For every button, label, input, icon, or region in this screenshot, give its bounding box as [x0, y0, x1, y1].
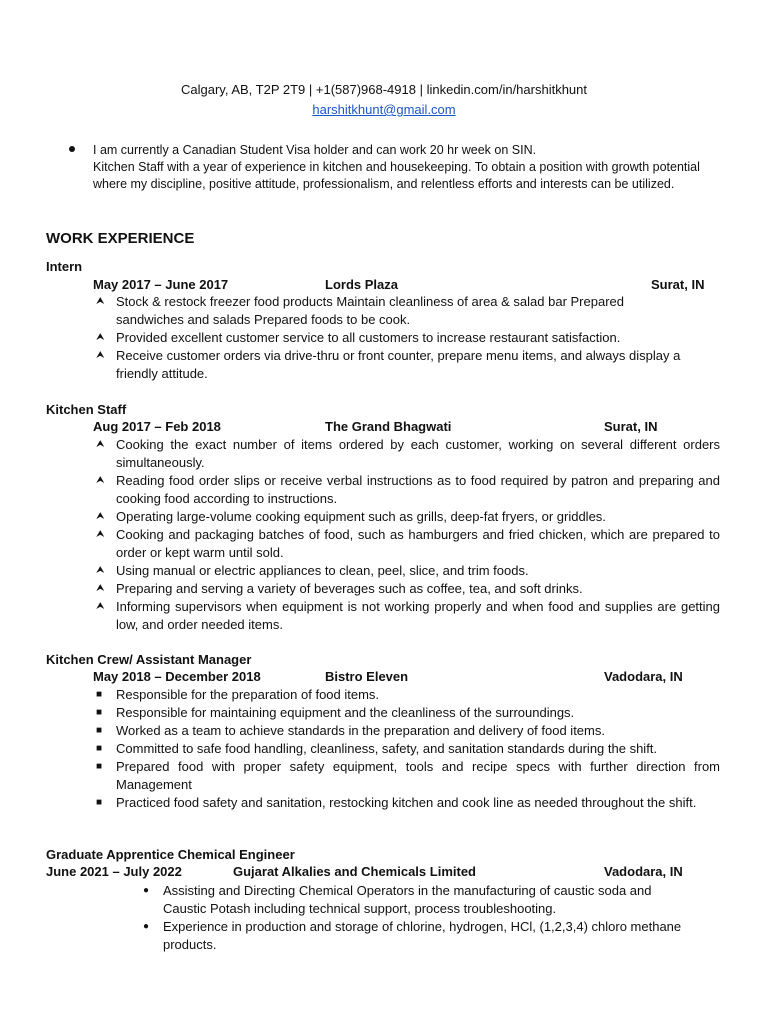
- job-dates: May 2017 – June 2017: [93, 277, 229, 292]
- job-location: Surat, IN: [604, 419, 658, 434]
- list-item: ■ Practiced food safety and sanitation, restocking kitchen and cook line as needed throughout the shift.: [96, 795, 697, 810]
- list-item: ■ Worked as a team to achieve standards in the preparation and delivery of food items.: [96, 723, 605, 738]
- contact-email-row: [0, 102, 768, 117]
- job-location: Surat, IN: [651, 277, 705, 292]
- job-role: Graduate Apprentice Chemical Engineer: [46, 847, 295, 862]
- arrow-bullet-icon: ⮝: [96, 475, 105, 486]
- arrow-bullet-icon: ⮝: [96, 350, 105, 361]
- job-role: Intern: [46, 259, 83, 274]
- job-employer: Lords Plaza: [325, 277, 398, 292]
- arrow-bullet-icon: ⮝: [96, 583, 105, 594]
- list-item: ⮝ Provided excellent customer service to all customers to increase restaurant satisfaction.: [96, 330, 621, 345]
- summary-bullet: [69, 146, 75, 152]
- square-bullet-icon: ■: [96, 797, 103, 808]
- list-item: ⮝ Operating large-volume cooking equipment such as grills, deep-fat fryers, or griddles.: [96, 509, 606, 524]
- list-item: ⮝ Reading food order slips or receive verbal instructions as to food required by patron and preparing and cooking food according to instructions.: [96, 473, 720, 506]
- email-link[interactable]: harshitkhunt@gmail.com: [312, 102, 456, 117]
- arrow-bullet-icon: ⮝: [96, 439, 105, 450]
- job-items: [93, 436, 720, 634]
- job-location: Vadodara, IN: [604, 864, 683, 879]
- list-item: ■ Prepared food with proper safety equipment, tools and recipe specs with further direction from Management: [96, 759, 720, 792]
- job-items: [93, 686, 720, 812]
- job-dates: May 2018 – December 2018: [93, 669, 261, 684]
- job-items: [93, 293, 693, 383]
- arrow-bullet-icon: ⮝: [96, 332, 105, 343]
- arrow-bullet-icon: ⮝: [96, 565, 105, 576]
- job-dates: Aug 2017 – Feb 2018: [93, 419, 221, 434]
- square-bullet-icon: ■: [96, 707, 103, 718]
- summary: [93, 142, 733, 193]
- arrow-bullet-icon: ⮝: [96, 601, 105, 612]
- job-location: Vadodara, IN: [604, 669, 683, 684]
- job-employer: The Grand Bhagwati: [325, 419, 452, 434]
- square-bullet-icon: ■: [96, 743, 103, 754]
- list-item: ■ Responsible for maintaining equipment and the cleanliness of the surroundings.: [96, 705, 575, 720]
- list-item: ⮝ Receive customer orders via drive-thru or front counter, prepare menu items, and always display a friendly attitude.: [96, 348, 681, 381]
- summary-line-1: I am currently a Canadian Student Visa holder and can work 20 hr week on SIN.: [93, 143, 537, 157]
- square-bullet-icon: ■: [96, 689, 103, 700]
- job-items: [140, 882, 696, 954]
- list-item: ⮝ Cooking and packaging batches of food, such as hamburgers and fried chicken, which are prepared to order or kept warm until sold.: [96, 527, 720, 560]
- list-item: ■ Responsible for the preparation of food items.: [96, 687, 380, 702]
- list-item: ■ Committed to safe food handling, cleanliness, safety, and sanitation standards during the shift.: [96, 741, 658, 756]
- list-item: ● Assisting and Directing Chemical Operators in the manufacturing of caustic soda and Caustic Potash including technical support, process troubleshooting.: [143, 883, 652, 916]
- job-role: Kitchen Staff: [46, 402, 127, 417]
- square-bullet-icon: ■: [96, 725, 103, 736]
- summary-line-2: Kitchen Staff with a year of experience in kitchen and housekeeping. To obtain a position with growth potential where my discipline, positive attitude, professionalism, and relentless efforts and interests can be utilized.: [93, 160, 700, 191]
- list-item: ⮝ Cooking the exact number of items ordered by each customer, working on several different orders simultaneously.: [96, 437, 720, 470]
- dot-bullet-icon: ●: [143, 921, 150, 932]
- square-bullet-icon: ■: [96, 761, 103, 772]
- job-role: Kitchen Crew/ Assistant Manager: [46, 652, 252, 667]
- arrow-bullet-icon: ⮝: [96, 296, 105, 307]
- list-item: ⮝ Using manual or electric appliances to clean, peel, slice, and trim foods.: [96, 563, 529, 578]
- arrow-bullet-icon: ⮝: [96, 529, 105, 540]
- job-dates: June 2021 – July 2022: [46, 864, 182, 879]
- job-employer: Gujarat Alkalies and Chemicals Limited: [233, 864, 476, 879]
- contact-line: Calgary, AB, T2P 2T9 | +1(587)968-4918 | linkedin.com/in/harshitkhunt: [180, 82, 587, 97]
- list-item: ⮝ Stock & restock freezer food products Maintain cleanliness of area & salad bar Prepared sandwiches and salads Prepared foods to be cook.: [96, 294, 624, 327]
- job-employer: Bistro Eleven: [325, 669, 409, 684]
- dot-bullet-icon: ●: [143, 885, 150, 896]
- list-item: ● Experience in production and storage of chlorine, hydrogen, HCl, (1,2,3,4) chloro methane products.: [143, 919, 682, 952]
- list-item: ⮝ Informing supervisors when equipment is not working properly and when food and supplies are getting low, and order needed items.: [96, 599, 720, 632]
- arrow-bullet-icon: ⮝: [96, 511, 105, 522]
- section-title: WORK EXPERIENCE: [46, 230, 195, 247]
- list-item: ⮝ Preparing and serving a variety of beverages such as coffee, tea, and soft drinks.: [96, 581, 583, 596]
